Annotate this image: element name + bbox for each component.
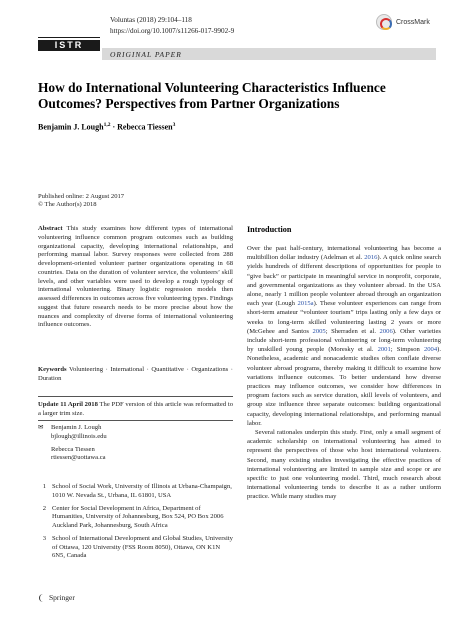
contact-list (38, 424, 233, 463)
citation-link[interactable]: 2016 (364, 254, 378, 262)
article-type: ORIGINAL PAPER (110, 50, 182, 59)
section-heading: Introduction (247, 225, 292, 234)
keywords-label: Keywords (38, 366, 67, 373)
text-run: ). Nonetheless, academic and nonacademic studies often conflate diverse volunteer abroad programs, thereby making it difficult to examine how variations influence outcomes. To better understand how diverse practices may influence outcomes, we consider how differences in program factors such as service duration, skill levels of volunteers, and group size influence three separate outcomes: building organizational capacity, developing international relationships, and performing manual labor. (247, 346, 441, 427)
affiliation-text: Center for Social Development in Africa, Department of Humanities, University of Johannesburg, Box 524, PO Box 2006 Auckland Park, Johannesburg, South Africa (52, 504, 224, 529)
affiliation-item (38, 535, 233, 561)
text-run: ). Other varieties include short-term professional volunteering or long-term volunteering by unskilled young people (Moresky et al. (247, 327, 441, 354)
citation-link[interactable]: 2004 (423, 346, 438, 354)
author-affiliation-marker: 3 (172, 122, 176, 128)
affiliation-text: School of International Development and Global Studies, University of Ottawa, 120 University (FSS Room 8050), Ottawa, ON K1N 6N5, Canada (52, 534, 233, 560)
article-title: How do International Volunteering Characteristics Influence Outcomes? Perspectives from Partner Organizations (38, 80, 386, 111)
crossmark-icon (376, 14, 392, 30)
contact-entry (38, 424, 233, 442)
abstract-text: This study examines how different types of international volunteering influence common program outcomes such as building organizational capacity, developing international relationships, and performing manual labor. Survey responses were collected from 288 development-oriented volunteer partner organizations operating in 68 countries. Data on the duration of volunteer service, the volunteers’ skill levels, and other variables were used to develop a rough typology of international volunteering. Binary logistic regression models then assessed differences in outcomes across five volunteering types. Findings suggest that future research needs to be more precise about how the nuances and complexity of diverse forms of international volunteering influence outcomes. (38, 225, 234, 329)
text-run: ; Sherraden et al. (325, 327, 380, 335)
publisher-logo (38, 593, 75, 602)
affiliation-item (38, 483, 233, 501)
publisher-name: Springer (49, 593, 75, 602)
contact-name: Benjamin J. Lough (51, 424, 102, 431)
affiliation-item (38, 505, 233, 531)
copyright: © The Author(s) 2018 (38, 201, 97, 208)
divider (38, 420, 233, 421)
abstract-label: Abstract (38, 225, 63, 232)
author-separator: · (110, 122, 118, 132)
update-label: Update 11 April 2018 (38, 401, 98, 408)
author-name[interactable]: Rebecca Tiessen (117, 122, 173, 132)
author-name[interactable]: Benjamin J. Lough (38, 122, 104, 132)
text-run: ). A quick online search yields hundreds of different descriptions of opportunities for people to “give back” or participate in meaningful service in nonprofit, corporate, and governmental organizations as they volunteer abroad. In the USA alone, nearly 1 million people volunteer abroad through an organization each year (Lough (247, 254, 441, 308)
affiliation-list (38, 483, 233, 565)
doi-link[interactable]: https://doi.org/10.1007/s11266-017-9902-9 (110, 27, 235, 35)
introduction-body (247, 244, 441, 502)
contact-name: Rebecca Tiessen (51, 445, 95, 453)
journal-citation: Voluntas (2018) 29:104–118 (110, 16, 192, 24)
crossmark-label: CrossMark (396, 18, 430, 26)
affiliation-number: 2 (42, 504, 46, 512)
affiliation-number: 3 (42, 534, 46, 542)
update-note (38, 401, 233, 419)
contact-spacer (38, 446, 46, 464)
logo-rule (38, 37, 100, 38)
citation-link[interactable]: 2005 (312, 327, 326, 335)
paragraph (247, 244, 441, 428)
istr-logo: ISTR (38, 40, 100, 51)
contact-email[interactable]: rtiessen@uottawa.ca (51, 454, 106, 462)
update-text: The PDF version of this article was reformatted to a larger trim size. (38, 401, 234, 417)
text-run: Over the past half-century, international volunteering has become a multibillion dollar industry (Adelman et al. (247, 245, 441, 262)
affiliation-number: 1 (42, 483, 46, 490)
published-online: Published online: 2 August 2017 (38, 193, 125, 200)
publication-info (38, 193, 124, 209)
citation-link[interactable]: 2015a (297, 300, 314, 308)
keywords (38, 366, 233, 384)
text-run: ; Simpson (390, 346, 424, 354)
citation-link[interactable]: 2006 (379, 327, 393, 335)
affiliation-text: School of Social Work, University of Illinois at Urbana-Champaign, 1010 W. Nevada St., Urbana, IL 61801, USA (52, 483, 232, 499)
text-run: ). These volunteer experiences can range from short-term amateur “volunteer tourism” trips lasting only a few days or weeks to long-term skilled volunteering lasting 2 years or more (McGehee and Santos (247, 300, 441, 335)
keywords-text: Volunteering · International · Quantitative · Organizations · Duration (38, 366, 233, 382)
springer-horse-icon (38, 594, 46, 602)
crossmark-badge[interactable] (376, 14, 430, 30)
citation-link[interactable]: 2001 (377, 346, 391, 354)
email-icon: ✉ (38, 424, 44, 431)
author-line (38, 122, 175, 132)
paragraph: Several rationales underpin this study. First, only a small segment of academic scholarship on international volunteering has aimed to represent the perspectives of those who host international volunteers. Second, many existing studies investigating the effective practices of international volunteering are limited in sample size and scope or are specific to just one volunteering model. Third, much research about international volunteering tends to describe it as a rather uniform practice. While many studies may (247, 429, 441, 501)
author-affiliation-marker: 1,2 (103, 122, 111, 128)
contact-email[interactable]: bjlough@illinois.edu (51, 432, 107, 440)
abstract (38, 225, 233, 330)
contact-entry (38, 446, 233, 464)
divider (38, 396, 233, 397)
